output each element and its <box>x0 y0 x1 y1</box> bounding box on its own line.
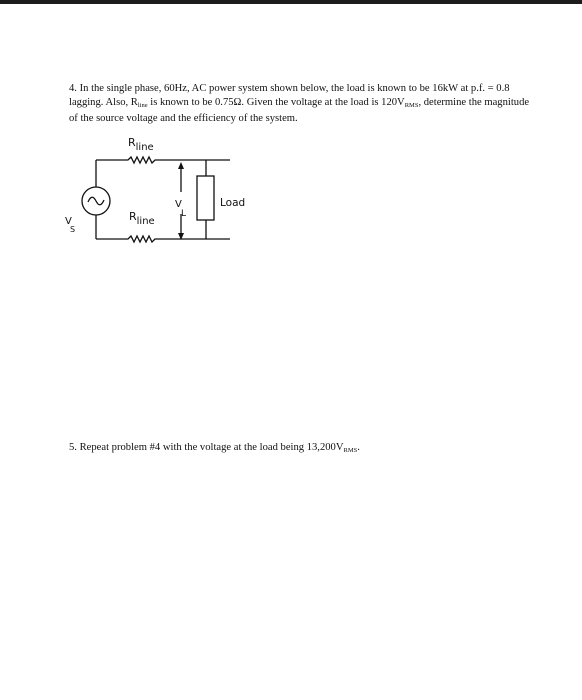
top-border <box>0 0 582 4</box>
circuit-diagram <box>60 128 270 248</box>
load-label: Load <box>220 197 246 209</box>
bottom-wire <box>96 236 230 242</box>
load-box <box>197 176 214 220</box>
r-line-bottom-label: Rline <box>129 210 155 227</box>
problem-4-text: 4. In the single phase, 60Hz, AC power system shown below, the load is known to be 16kW at p.f. = 0.8 lagging. Also, $R_{line}$ is known to be 0.75Ω. Given the voltage at the load is $120V_{RMS}$, determine the magnitude of the source voltage and the efficiency of the system. <box>69 83 530 124</box>
top-wire <box>96 157 230 163</box>
v-source-label: V S <box>65 216 76 234</box>
problem-5-text: 5. Repeat problem #4 with the voltage at the load being $13,200V_{RMS}$. <box>69 442 360 454</box>
r-line-top-label: Rline <box>128 136 154 153</box>
v-load-label: VL <box>175 199 187 219</box>
